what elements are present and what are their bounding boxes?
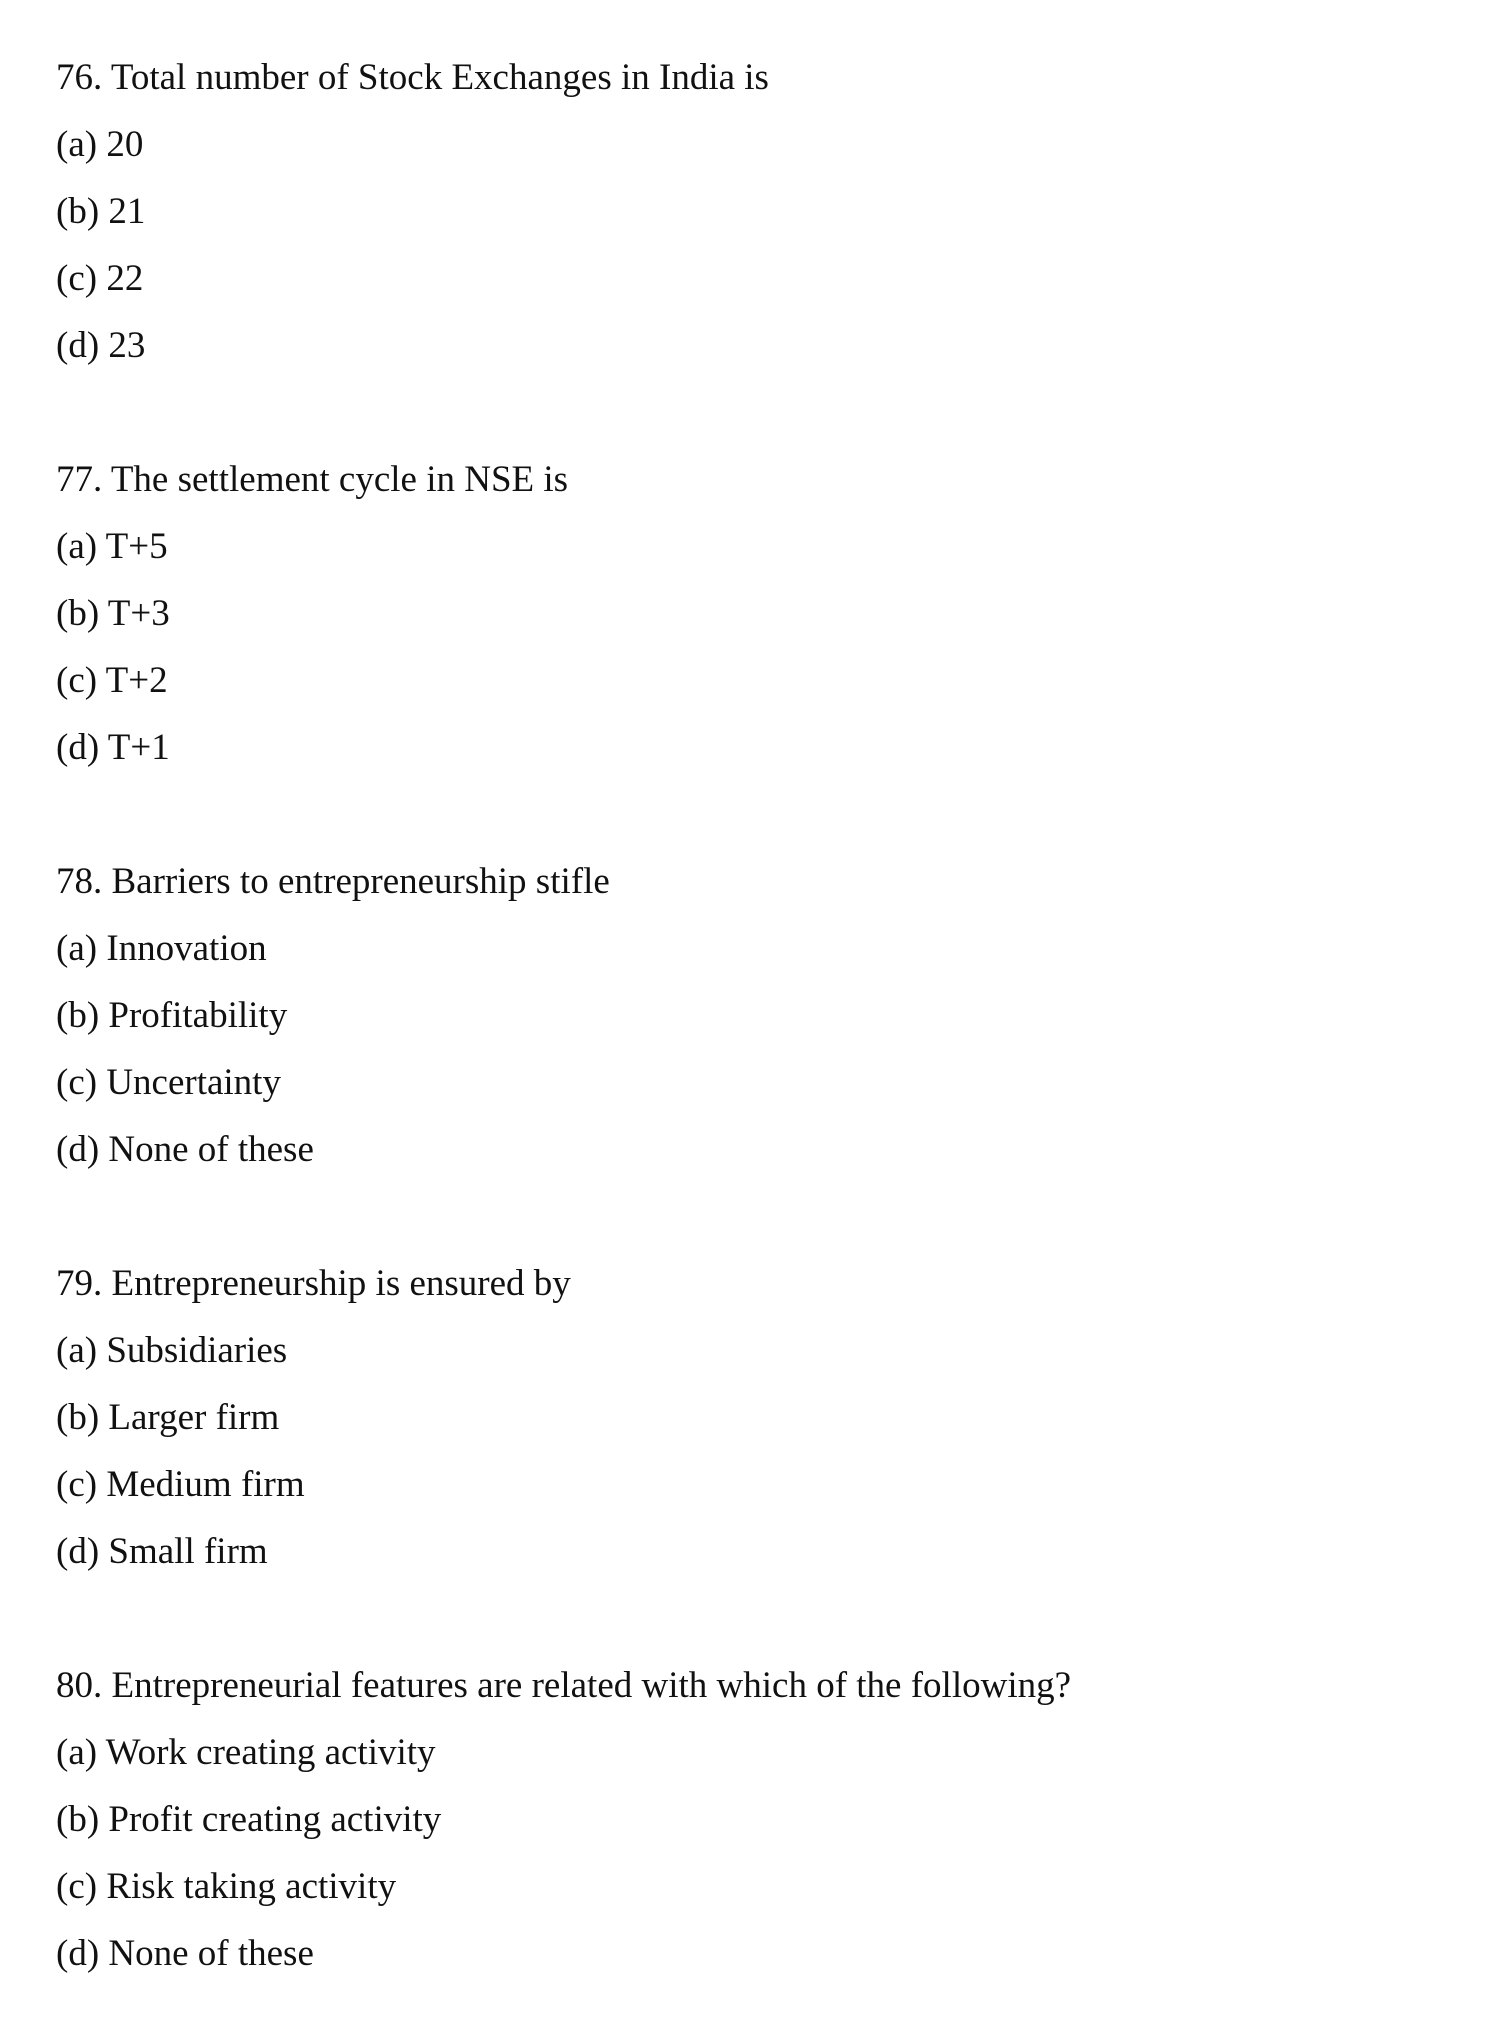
question-block [56, 1250, 571, 1585]
question-block [56, 1652, 1071, 1987]
option-a: (a) T+5 [56, 526, 168, 567]
option-d: (d) T+1 [56, 727, 170, 768]
question-text: 76. Total number of Stock Exchanges in India is [56, 57, 769, 98]
question-block [56, 848, 610, 1183]
question-text: 78. Barriers to entrepreneurship stifle [56, 861, 610, 902]
question-block [56, 446, 568, 781]
option-b: (b) T+3 [56, 593, 170, 634]
option-b: (b) Profitability [56, 995, 288, 1036]
option-c: (c) 22 [56, 258, 144, 299]
option-a: (a) Work creating activity [56, 1732, 436, 1773]
option-c: (c) Uncertainty [56, 1062, 281, 1103]
option-c: (c) Risk taking activity [56, 1866, 397, 1907]
option-b: (b) Profit creating activity [56, 1799, 442, 1840]
option-d: (d) 23 [56, 325, 146, 366]
question-text: 77. The settlement cycle in NSE is [56, 459, 569, 500]
question-text: 80. Entrepreneurial features are related with which of the following? [56, 1665, 1072, 1706]
option-a: (a) 20 [56, 124, 144, 165]
option-a: (a) Innovation [56, 928, 267, 969]
question-block [56, 44, 769, 379]
option-d: (d) None of these [56, 1933, 314, 1974]
option-d: (d) None of these [56, 1129, 314, 1170]
option-a: (a) Subsidiaries [56, 1330, 288, 1371]
option-b: (b) Larger firm [56, 1397, 280, 1438]
option-b: (b) 21 [56, 191, 146, 232]
option-c: (c) Medium firm [56, 1464, 305, 1505]
question-text: 79. Entrepreneurship is ensured by [56, 1263, 571, 1304]
option-c: (c) T+2 [56, 660, 168, 701]
option-d: (d) Small firm [56, 1531, 268, 1572]
